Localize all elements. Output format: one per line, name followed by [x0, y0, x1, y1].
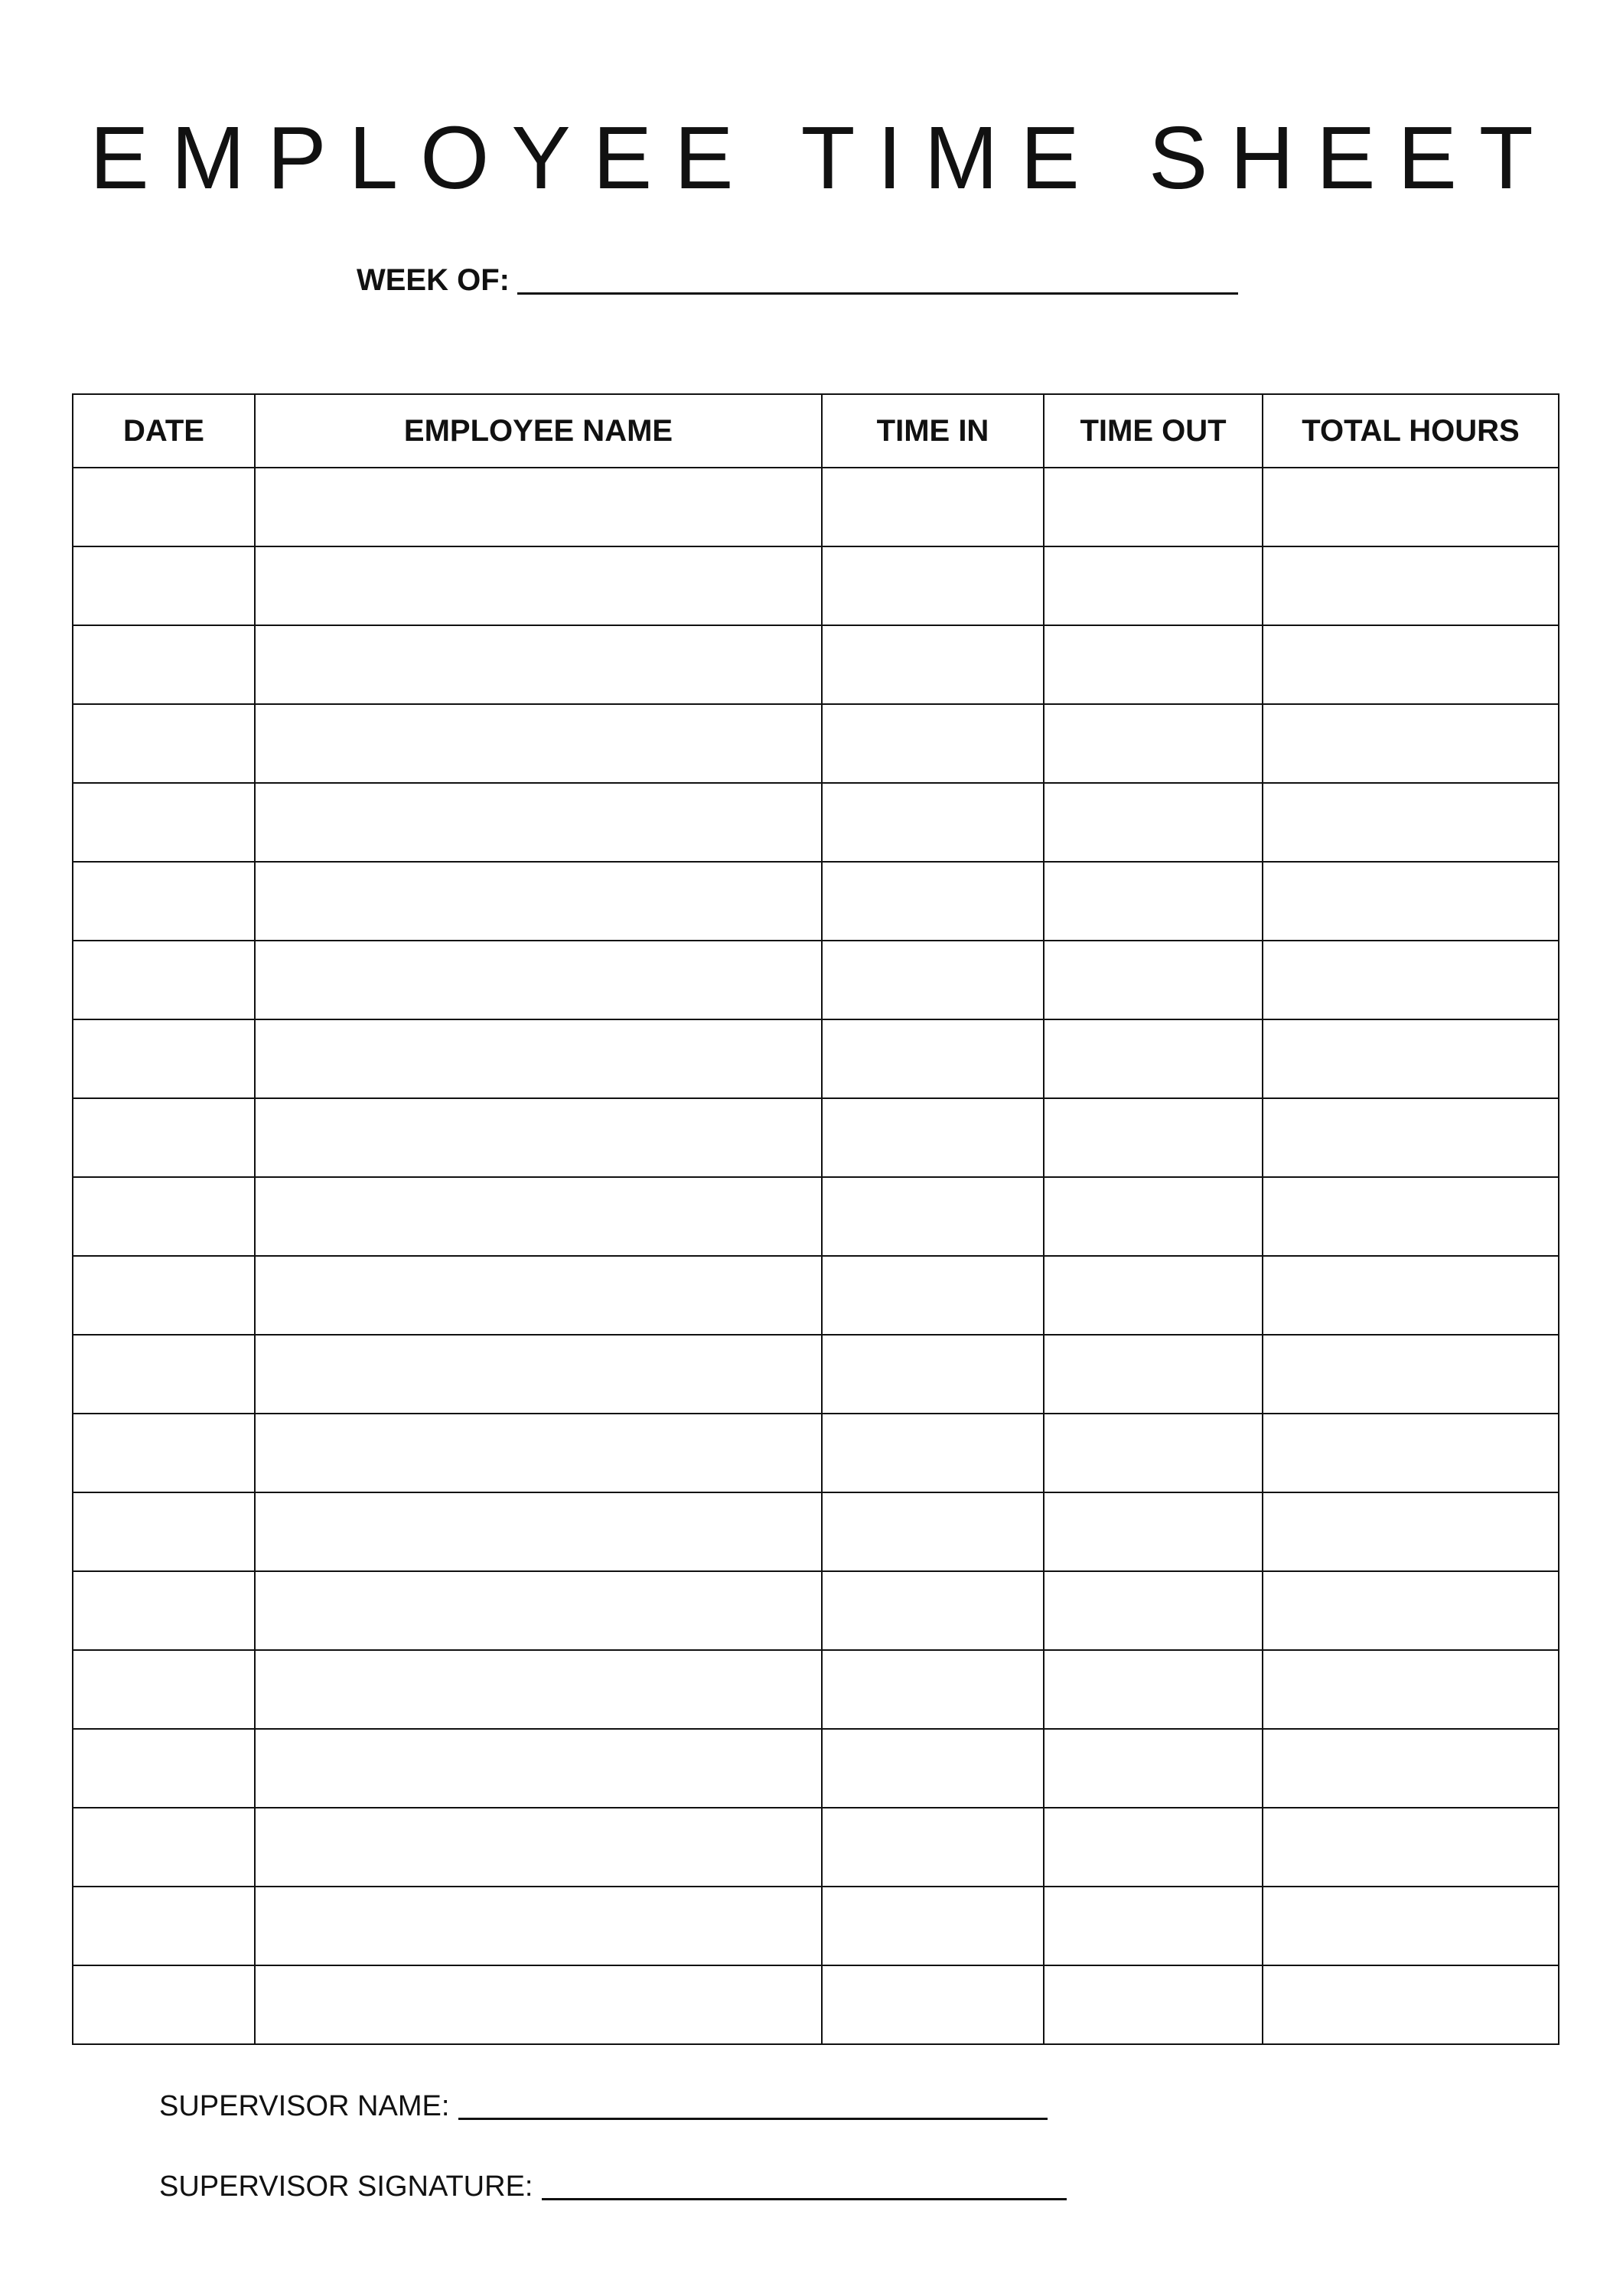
date-cell[interactable]	[73, 704, 255, 783]
date-cell[interactable]	[73, 1098, 255, 1177]
table-row	[73, 783, 1559, 862]
total-hours-cell[interactable]	[1263, 941, 1559, 1019]
date-cell[interactable]	[73, 862, 255, 941]
date-cell[interactable]	[73, 1335, 255, 1414]
date-cell[interactable]	[73, 783, 255, 862]
table-row	[73, 1729, 1559, 1808]
page-title: EMPLOYEE TIME SHEET	[90, 108, 1556, 207]
total-hours-cell[interactable]	[1263, 1177, 1559, 1256]
employee-name-cell[interactable]	[255, 1414, 822, 1492]
table-row	[73, 862, 1559, 941]
time-sheet-table	[72, 393, 1559, 2045]
time-in-cell[interactable]	[822, 1177, 1044, 1256]
table-row	[73, 1887, 1559, 1965]
total-hours-cell[interactable]	[1263, 1414, 1559, 1492]
supervisor-name-field	[159, 2092, 1048, 2121]
time-in-cell[interactable]	[822, 1492, 1044, 1571]
time-in-cell[interactable]	[822, 1019, 1044, 1098]
table-row	[73, 1335, 1559, 1414]
time-in-cell[interactable]	[822, 862, 1044, 941]
time-out-cell[interactable]	[1044, 1729, 1263, 1808]
total-hours-cell[interactable]	[1263, 1019, 1559, 1098]
time-out-cell[interactable]	[1044, 1571, 1263, 1650]
total-hours-cell[interactable]	[1263, 1965, 1559, 2044]
employee-name-cell[interactable]	[255, 783, 822, 862]
time-out-cell[interactable]	[1044, 1650, 1263, 1729]
time-out-cell[interactable]	[1044, 1019, 1263, 1098]
date-cell[interactable]	[73, 1887, 255, 1965]
supervisor-name-blank-line[interactable]	[458, 2118, 1048, 2120]
date-cell[interactable]	[73, 1571, 255, 1650]
header-row	[73, 394, 1559, 468]
total-hours-cell[interactable]	[1263, 1492, 1559, 1571]
date-cell[interactable]	[73, 1414, 255, 1492]
total-hours-cell[interactable]	[1263, 1729, 1559, 1808]
time-out-cell[interactable]	[1044, 1256, 1263, 1335]
employee-name-cell[interactable]	[255, 1729, 822, 1808]
table-row	[73, 1808, 1559, 1887]
time-out-cell[interactable]	[1044, 625, 1263, 704]
time-in-cell[interactable]	[822, 1414, 1044, 1492]
employee-name-cell[interactable]	[255, 468, 822, 546]
time-out-cell[interactable]	[1044, 1492, 1263, 1571]
header-date: DATE	[73, 394, 255, 468]
time-out-cell[interactable]	[1044, 1098, 1263, 1177]
time-in-cell[interactable]	[822, 1729, 1044, 1808]
date-cell[interactable]	[73, 1177, 255, 1256]
time-in-cell[interactable]	[822, 1887, 1044, 1965]
time-in-cell[interactable]	[822, 1335, 1044, 1414]
employee-name-cell[interactable]	[255, 1256, 822, 1335]
total-hours-cell[interactable]	[1263, 625, 1559, 704]
employee-name-cell[interactable]	[255, 862, 822, 941]
time-out-cell[interactable]	[1044, 546, 1263, 625]
employee-name-cell[interactable]	[255, 1650, 822, 1729]
employee-name-cell[interactable]	[255, 625, 822, 704]
date-cell[interactable]	[73, 1729, 255, 1808]
table-row	[73, 1177, 1559, 1256]
table-row	[73, 941, 1559, 1019]
week-of-field	[357, 265, 1238, 295]
table-row	[73, 1019, 1559, 1098]
header-time-out: TIME OUT	[1044, 394, 1263, 468]
date-cell[interactable]	[73, 1808, 255, 1887]
date-cell[interactable]	[73, 1650, 255, 1729]
time-in-cell[interactable]	[822, 1650, 1044, 1729]
time-out-cell[interactable]	[1044, 1808, 1263, 1887]
time-out-cell[interactable]	[1044, 1965, 1263, 2044]
total-hours-cell[interactable]	[1263, 1650, 1559, 1729]
time-in-cell[interactable]	[822, 546, 1044, 625]
time-in-cell[interactable]	[822, 783, 1044, 862]
table-row	[73, 468, 1559, 546]
employee-name-cell[interactable]	[255, 1965, 822, 2044]
employee-name-cell[interactable]	[255, 941, 822, 1019]
table-row	[73, 1256, 1559, 1335]
supervisor-name-label: SUPERVISOR NAME:	[159, 2090, 450, 2122]
total-hours-cell[interactable]	[1263, 1808, 1559, 1887]
time-sheet-body	[73, 468, 1559, 2044]
employee-name-cell[interactable]	[255, 1098, 822, 1177]
time-in-cell[interactable]	[822, 468, 1044, 546]
employee-name-cell[interactable]	[255, 1808, 822, 1887]
total-hours-cell[interactable]	[1263, 862, 1559, 941]
time-out-cell[interactable]	[1044, 862, 1263, 941]
supervisor-signature-field	[159, 2172, 1067, 2201]
header-time-in: TIME IN	[822, 394, 1044, 468]
employee-name-cell[interactable]	[255, 704, 822, 783]
week-of-label: WEEK OF:	[357, 263, 510, 297]
time-in-cell[interactable]	[822, 941, 1044, 1019]
header-total-hours: TOTAL HOURS	[1263, 394, 1559, 468]
total-hours-cell[interactable]	[1263, 1571, 1559, 1650]
employee-name-cell[interactable]	[255, 1887, 822, 1965]
total-hours-cell[interactable]	[1263, 1098, 1559, 1177]
date-cell[interactable]	[73, 1256, 255, 1335]
total-hours-cell[interactable]	[1263, 783, 1559, 862]
table-row	[73, 546, 1559, 625]
table-row	[73, 1650, 1559, 1729]
total-hours-cell[interactable]	[1263, 704, 1559, 783]
total-hours-cell[interactable]	[1263, 1887, 1559, 1965]
date-cell[interactable]	[73, 468, 255, 546]
employee-name-cell[interactable]	[255, 1019, 822, 1098]
time-in-cell[interactable]	[822, 625, 1044, 704]
table-row	[73, 1492, 1559, 1571]
total-hours-cell[interactable]	[1263, 546, 1559, 625]
header-employee-name: EMPLOYEE NAME	[255, 394, 822, 468]
time-in-cell[interactable]	[822, 1256, 1044, 1335]
date-cell[interactable]	[73, 1019, 255, 1098]
table-row	[73, 625, 1559, 704]
total-hours-cell[interactable]	[1263, 1256, 1559, 1335]
table-row	[73, 1414, 1559, 1492]
time-out-cell[interactable]	[1044, 1335, 1263, 1414]
time-in-cell[interactable]	[822, 1571, 1044, 1650]
supervisor-signature-blank-line[interactable]	[542, 2198, 1067, 2200]
total-hours-cell[interactable]	[1263, 468, 1559, 546]
total-hours-cell[interactable]	[1263, 1335, 1559, 1414]
time-out-cell[interactable]	[1044, 1177, 1263, 1256]
time-out-cell[interactable]	[1044, 468, 1263, 546]
time-out-cell[interactable]	[1044, 1414, 1263, 1492]
employee-name-cell[interactable]	[255, 1177, 822, 1256]
time-in-cell[interactable]	[822, 1808, 1044, 1887]
date-cell[interactable]	[73, 1492, 255, 1571]
employee-name-cell[interactable]	[255, 546, 822, 625]
table-row	[73, 704, 1559, 783]
time-in-cell[interactable]	[822, 1965, 1044, 2044]
employee-name-cell[interactable]	[255, 1492, 822, 1571]
time-out-cell[interactable]	[1044, 941, 1263, 1019]
supervisor-signature-label: SUPERVISOR SIGNATURE:	[159, 2170, 533, 2203]
time-out-cell[interactable]	[1044, 704, 1263, 783]
time-in-cell[interactable]	[822, 1098, 1044, 1177]
time-out-cell[interactable]	[1044, 1887, 1263, 1965]
time-in-cell[interactable]	[822, 704, 1044, 783]
date-cell[interactable]	[73, 941, 255, 1019]
date-cell[interactable]	[73, 546, 255, 625]
week-of-blank-line[interactable]	[517, 292, 1238, 295]
time-out-cell[interactable]	[1044, 783, 1263, 862]
table-row	[73, 1098, 1559, 1177]
table-row	[73, 1571, 1559, 1650]
employee-name-cell[interactable]	[255, 1571, 822, 1650]
date-cell[interactable]	[73, 1965, 255, 2044]
table-row	[73, 1965, 1559, 2044]
date-cell[interactable]	[73, 625, 255, 704]
employee-name-cell[interactable]	[255, 1335, 822, 1414]
